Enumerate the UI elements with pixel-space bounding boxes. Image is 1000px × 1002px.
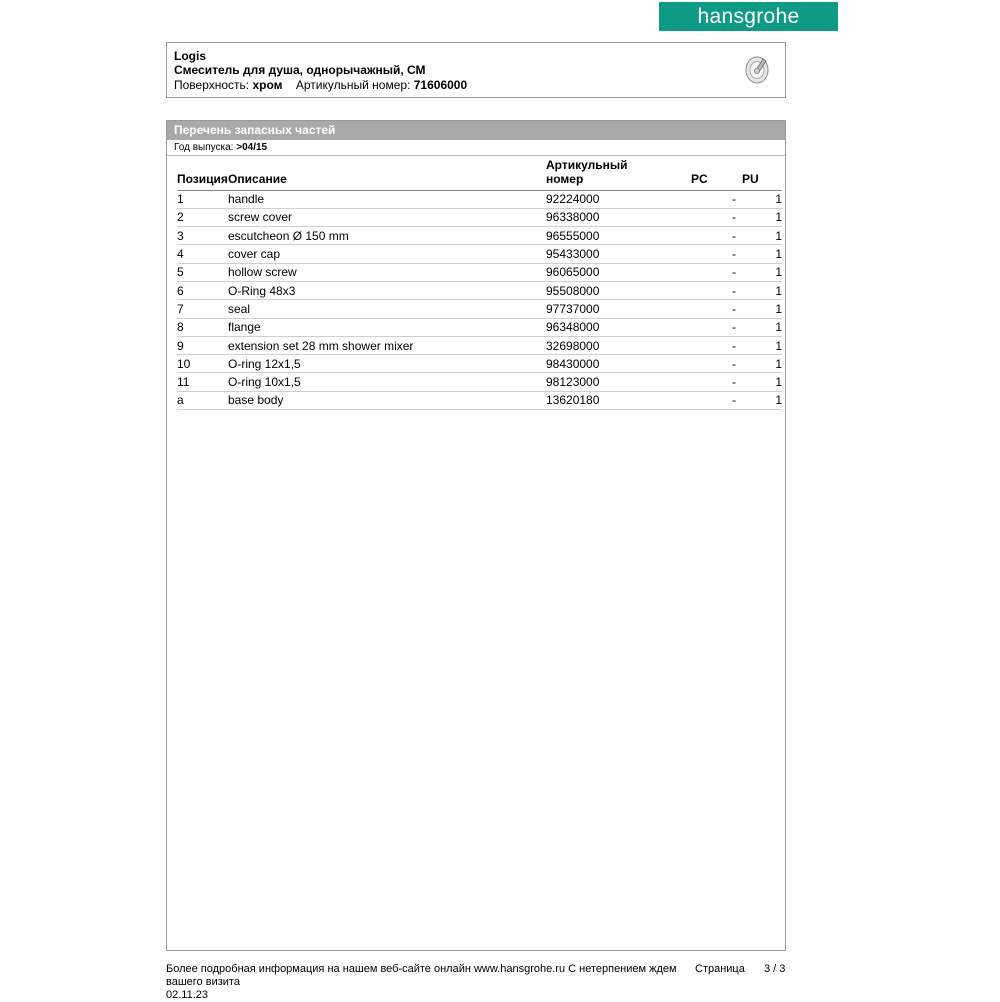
cell-position: 4	[177, 245, 228, 263]
cell-position: 6	[177, 281, 228, 299]
table-row	[177, 245, 782, 263]
cell-article: 96555000	[546, 227, 691, 245]
table-row	[177, 318, 782, 336]
cell-position: 9	[177, 336, 228, 354]
article-label: Артикульный номер:	[295, 78, 411, 92]
cell-description: O-Ring 48x3	[228, 281, 546, 299]
cell-description: O-ring 10x1,5	[228, 373, 546, 391]
cell-position: 8	[177, 318, 228, 336]
cell-pu: 1	[742, 355, 782, 373]
cell-pc: -	[691, 336, 742, 354]
cell-description: cover cap	[228, 245, 546, 263]
article-value: 71606000	[413, 78, 468, 92]
product-meta	[174, 78, 467, 92]
page-label: Страница	[695, 963, 745, 975]
footer-info: Более подробная информация на нашем веб-сайте онлайн www.hansgrohe.ru С нетерпением ждем	[166, 963, 677, 975]
cell-pc: -	[691, 355, 742, 373]
section-title: Перечень запасных частей	[167, 121, 785, 140]
cell-article: 32698000	[546, 336, 691, 354]
cell-description: escutcheon Ø 150 mm	[228, 227, 546, 245]
parts-table-body	[177, 190, 782, 410]
cell-article: 95433000	[546, 245, 691, 263]
cell-position: 1	[177, 190, 228, 208]
cell-article: 96348000	[546, 318, 691, 336]
cell-position: 7	[177, 300, 228, 318]
shower-mixer-icon	[743, 54, 771, 84]
cell-article: 97737000	[546, 300, 691, 318]
header-pu: PU	[742, 157, 782, 190]
release-year	[167, 140, 785, 156]
cell-description: seal	[228, 300, 546, 318]
table-row	[177, 373, 782, 391]
footer-info-line2: вашего визита	[166, 976, 240, 988]
cell-pu: 1	[742, 245, 782, 263]
cell-pc: -	[691, 391, 742, 409]
header-position: Позиция	[177, 157, 228, 190]
cell-pu: 1	[742, 208, 782, 226]
cell-pc: -	[691, 208, 742, 226]
product-series: Logis	[174, 49, 206, 63]
cell-pu: 1	[742, 336, 782, 354]
page-number: 3 / 3	[764, 963, 786, 975]
cell-pu: 1	[742, 281, 782, 299]
surface-label: Поверхность:	[174, 78, 250, 92]
table-row	[177, 300, 782, 318]
cell-article: 13620180	[546, 391, 691, 409]
table-row	[177, 391, 782, 409]
cell-pc: -	[691, 227, 742, 245]
cell-pc: -	[691, 190, 742, 208]
cell-article: 98123000	[546, 373, 691, 391]
cell-article: 98430000	[546, 355, 691, 373]
footer-date: 02.11.23	[166, 989, 209, 1001]
cell-pc: -	[691, 245, 742, 263]
hansgrohe-logo: hansgrohe	[659, 2, 838, 31]
cell-description: screw cover	[228, 208, 546, 226]
cell-description: handle	[228, 190, 546, 208]
cell-pu: 1	[742, 300, 782, 318]
table-row	[177, 190, 782, 208]
cell-pc: -	[691, 263, 742, 281]
cell-position: 5	[177, 263, 228, 281]
cell-description: O-ring 12x1,5	[228, 355, 546, 373]
cell-pc: -	[691, 373, 742, 391]
spare-parts-panel	[166, 120, 786, 951]
header-pc: PC	[691, 157, 742, 190]
cell-pu: 1	[742, 227, 782, 245]
table-row	[177, 336, 782, 354]
cell-pu: 1	[742, 263, 782, 281]
cell-pc: -	[691, 300, 742, 318]
header-article-line1: Артикульный	[546, 157, 628, 172]
year-label: Год выпуска:	[174, 142, 234, 153]
table-row	[177, 281, 782, 299]
cell-position: a	[177, 391, 228, 409]
cell-article: 96338000	[546, 208, 691, 226]
cell-description: hollow screw	[228, 263, 546, 281]
cell-description: base body	[228, 391, 546, 409]
cell-article: 92224000	[546, 190, 691, 208]
cell-article: 95508000	[546, 281, 691, 299]
header-description: Описание	[228, 157, 546, 190]
header-article	[546, 157, 691, 190]
cell-article: 96065000	[546, 263, 691, 281]
table-row	[177, 263, 782, 281]
cell-pu: 1	[742, 318, 782, 336]
parts-table	[177, 157, 782, 410]
cell-description: flange	[228, 318, 546, 336]
year-value: >04/15	[236, 142, 268, 153]
cell-pc: -	[691, 281, 742, 299]
header-article-line2: номер	[546, 171, 584, 186]
cell-pu: 1	[742, 373, 782, 391]
table-row	[177, 227, 782, 245]
cell-description: extension set 28 mm shower mixer	[228, 336, 546, 354]
surface-value: хром	[252, 78, 283, 92]
table-row	[177, 355, 782, 373]
cell-pc: -	[691, 318, 742, 336]
table-row	[177, 208, 782, 226]
cell-position: 3	[177, 227, 228, 245]
cell-pu: 1	[742, 391, 782, 409]
cell-position: 11	[177, 373, 228, 391]
product-header	[166, 42, 786, 98]
cell-position: 10	[177, 355, 228, 373]
cell-position: 2	[177, 208, 228, 226]
cell-pu: 1	[742, 190, 782, 208]
product-name: Смеситель для душа, однорычажный, СМ	[174, 63, 426, 77]
table-header-row	[177, 157, 782, 190]
